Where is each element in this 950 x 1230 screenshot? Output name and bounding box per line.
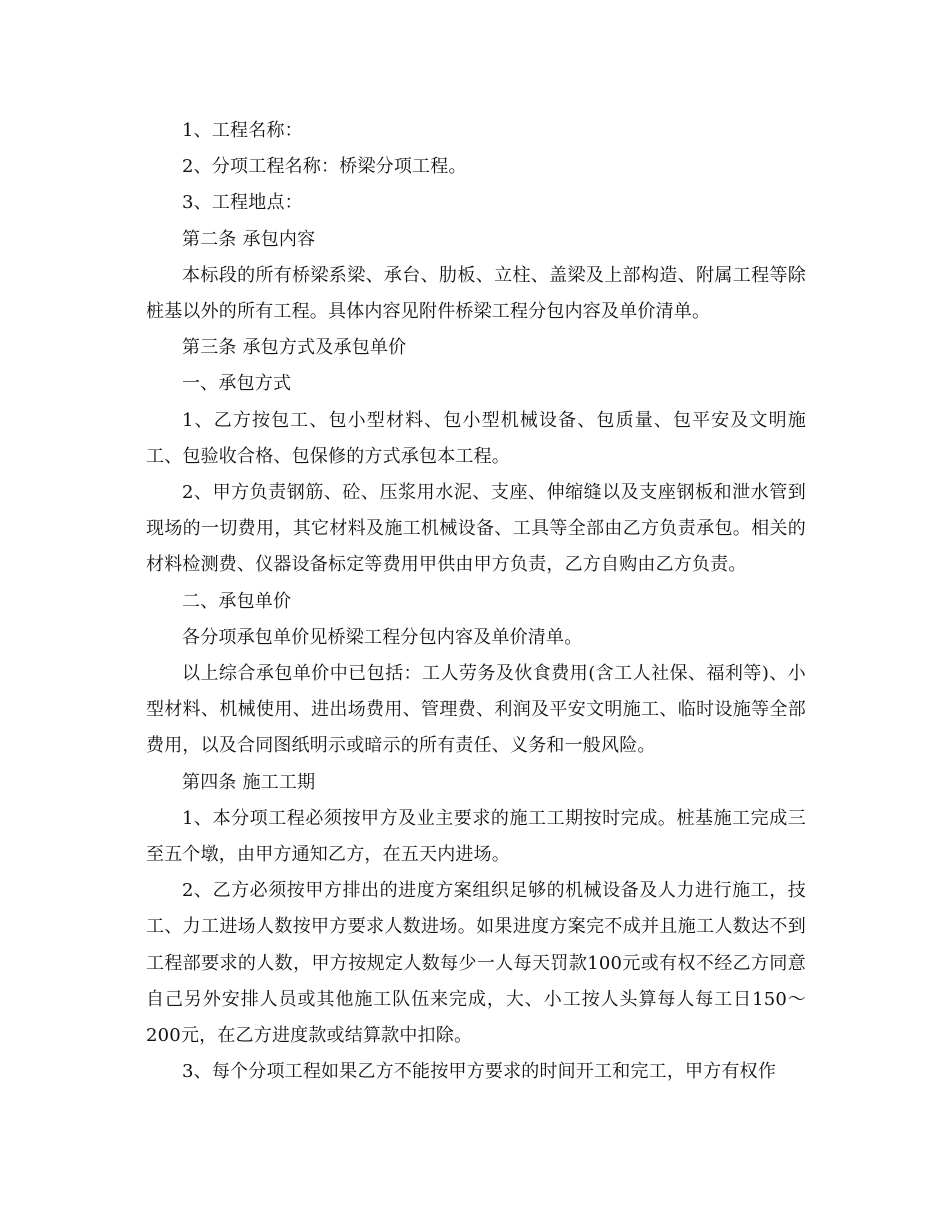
paragraph-project-name: 1、工程名称： [182,120,303,141]
heading-article-2: 第二条 承包内容 [182,228,316,250]
paragraph-schedule-1: 1、本分项工程必须按甲方及业主要求的施工工期按时完成。桩基施工完成三至五个墩，由甲方通知乙方，在五天内进场。 [146,807,806,866]
paragraph-method-2: 2、甲方负责钢筋、砼、压浆用水泥、支座、伸缩缝以及支座钢板和泄水管到现场的一切费用，其它材料及施工机械设备、工具等全部由乙方负责承包。相关的材料检测费、仪器设备标定等费用甲供由甲方负责，乙方自购由乙方负责。 [146,482,806,576]
paragraph-subproject-name: 2、分项工程名称：桥梁分项工程。 [182,156,467,178]
paragraph-scope: 本标段的所有桥梁系梁、承台、肋板、立柱、盖梁及上部构造、附属工程等除桩基以外的所有工程。具体内容见附件桥梁工程分包内容及单价清单。 [146,264,806,323]
paragraph-method-1: 1、乙方按包工、包小型材料、包小型机械设备、包质量、包平安及文明施工、包验收合格、包保修的方式承包本工程。 [146,409,806,467]
heading-unit-price: 二、承包单价 [182,590,292,612]
paragraph-project-location: 3、工程地点： [182,192,303,214]
paragraph-schedule-3: 3、每个分项工程如果乙方不能按甲方要求的时间开工和完工，甲方有权作 [182,1061,777,1083]
document-body [146,113,806,1090]
heading-article-3: 第三条 承包方式及承包单价 [182,337,407,359]
heading-contract-method: 一、承包方式 [182,373,292,395]
paragraph-unit-price-includes: 以上综合承包单价中已包括：工人劳务及伙食费用(含工人社保、福利等)、小型材料、机械使用、进出场费用、管理费、利润及平安文明施工、临时设施等全部费用，以及合同图纸明示或暗示的所有责任、义务和一般风险。 [146,663,806,757]
paragraph-schedule-2: 2、乙方必须按甲方排出的进度方案组织足够的机械设备及人力进行施工，技工、力工进场人数按甲方要求人数进场。如果进度方案完不成并且施工人数达不到工程部要求的人数，甲方按规定人数每少一人每天罚款100元或有权不经乙方同意自己另外安排人员或其他施工队伍来完成，大、小工按人头算每人每工日150～200元，在乙方进度款或结算款中扣除。 [146,880,806,1047]
heading-article-4: 第四条 施工工期 [182,771,316,793]
paragraph-unit-price-list: 各分项承包单价见桥梁工程分包内容及单价清单。 [182,626,583,648]
